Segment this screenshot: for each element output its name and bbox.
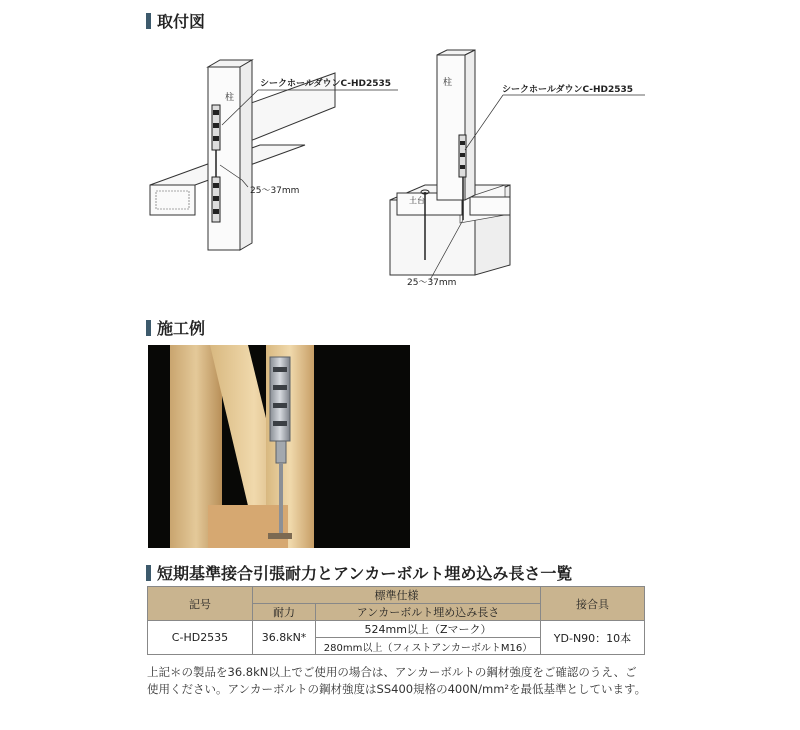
footnote: 上記＊の製品を36.8kN以上でご使用の場合は、アンカーボルトの鋼材強度をご確認のうえ、ご使用ください。アンカーボルトの鋼材強度はSS400規格の400N/mm²を最低基準としています。 [147, 665, 647, 696]
section-title-text: 施工例 [157, 319, 206, 338]
header-anchor: アンカーボルト埋め込み長さ [316, 604, 541, 621]
section-title-text: 取付図 [157, 12, 206, 31]
diagram-left-drawing [140, 55, 410, 265]
cell-anchor-1: 524mm以上（Zマーク） [316, 621, 541, 638]
post-label-left: 柱 [225, 93, 235, 103]
construction-photo [148, 345, 410, 548]
header-strength: 耐力 [253, 604, 316, 621]
diagram-right-drawing [385, 45, 655, 295]
dimension-label-left: 25～37mm [250, 186, 300, 196]
post-label-right: 柱 [443, 78, 453, 88]
cell-anchor-2: 280mm以上（フィストアンカーボルトM16） [316, 638, 541, 655]
base-label-right: 土台 [409, 196, 425, 205]
photo-drawing [148, 345, 410, 548]
header-spec: 標準仕様 [253, 587, 541, 604]
product-label-right: シークホールダウンC-HD2535 [502, 85, 634, 95]
section-title-mounting [146, 9, 205, 32]
section-title-example [146, 316, 205, 339]
title-bar-icon [146, 13, 151, 29]
section-title-table [146, 561, 572, 584]
dimension-label-right: 25～37mm [407, 278, 457, 288]
cell-fastener: YD-N90：10本 [541, 621, 645, 655]
mounting-diagram-right [385, 45, 655, 295]
spec-table [147, 586, 645, 655]
table-row [148, 621, 645, 638]
cell-strength: 36.8kN* [253, 621, 316, 655]
header-fastener: 接合具 [541, 587, 645, 621]
section-title-text: 短期基準接合引張耐力とアンカーボルト埋め込み長さ一覧 [157, 564, 573, 583]
cell-symbol: C-HD2535 [148, 621, 253, 655]
header-symbol: 記号 [148, 587, 253, 621]
title-bar-icon [146, 565, 151, 581]
title-bar-icon [146, 320, 151, 336]
mounting-diagram-left [140, 55, 410, 265]
product-label-left: シークホールダウンC-HD2535 [260, 79, 392, 89]
